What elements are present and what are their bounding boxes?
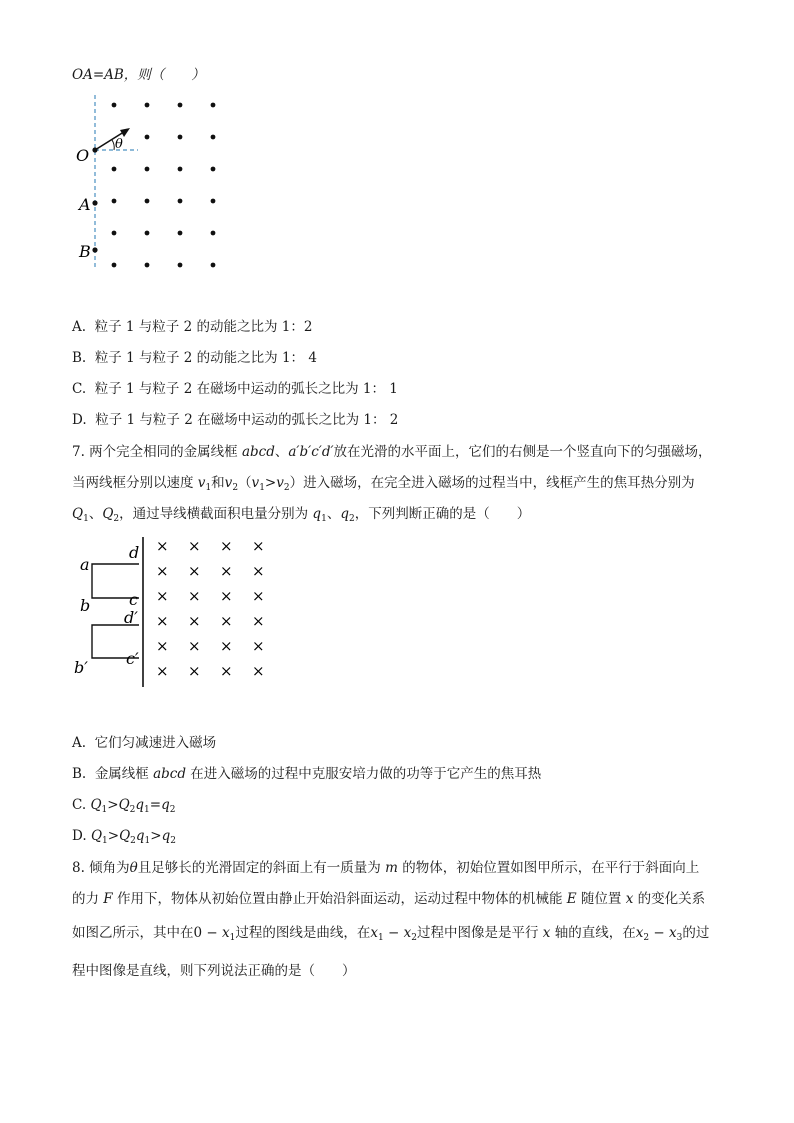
field-dot [112,167,117,172]
field-dot [178,103,183,108]
field-cross: × [252,587,265,605]
field-cross: × [252,562,265,580]
field-dot [178,167,183,172]
q7-label-c-prime: c′ [126,649,139,668]
q6-option-A: A. 粒子 1 与粒子 2 的动能之比为 1：2 [72,319,313,335]
field-cross: × [188,637,201,655]
field-dot [211,231,216,236]
field-dot [178,199,183,204]
field-cross: × [220,562,233,580]
q8-stem-line4: 程中图像是直线，则下列说法正确的是（ ） [72,963,356,979]
q7-field-crosses [156,537,265,680]
q6-label-A: A [79,195,91,214]
q6-arrowhead [120,128,130,137]
field-dot [145,199,150,204]
field-dot [178,263,183,268]
q6-option-B: B. 粒子 1 与粒子 2 的动能之比为 1： 4 [72,350,317,366]
field-cross: × [156,562,169,580]
field-cross: × [156,587,169,605]
field-cross: × [188,612,201,630]
field-dot [211,199,216,204]
field-cross: × [220,537,233,555]
field-cross: × [188,662,201,680]
q7-label-a: a [80,555,90,574]
q7-label-b: b [80,596,91,615]
q7-figure [72,535,282,695]
field-dot [211,135,216,140]
q8-stem-line3: 如图乙所示，其中在$0 - x_1$过程的图线是曲线，在$x_1 - x_2$过程中图像是是平行 x 轴的直线，在$x_2 - x_3$的过 [72,925,710,943]
field-cross: × [156,612,169,630]
field-dot [112,199,117,204]
q6-option-D: D. 粒子 1 与粒子 2 在磁场中运动的弧长之比为 1： 2 [72,412,399,428]
field-cross: × [220,587,233,605]
field-cross: × [156,637,169,655]
field-cross: × [252,537,265,555]
q6-stem-tail: OA=AB，则（ ） [72,67,205,83]
field-dot [145,103,150,108]
q7-option-D: D. $Q_1>Q_2q_1>q_2$ [72,828,176,846]
q6-field-dots [112,103,216,268]
q7-stem-line3: $Q_1$、$Q_2$，通过导线横截面积电量分别为 $q_1$、$q_2$，下列判断正确的是（ ） [72,506,531,524]
q6-point-A [92,200,97,205]
q8-stem-line1: 8. 倾角为θ且足够长的光滑固定的斜面上有一质量为 m 的物体，初始位置如图甲所示，在平行于斜面向上 [72,860,700,876]
q7-option-B: B. 金属线框 abcd 在进入磁场的过程中克服安培力做的功等于它产生的焦耳热 [72,766,542,782]
q6-point-O [92,147,97,152]
field-cross: × [188,587,201,605]
field-cross: × [188,537,201,555]
field-cross: × [252,662,265,680]
field-dot [112,103,117,108]
q7-label-d-prime: d′ [124,608,138,627]
field-dot [145,167,150,172]
q6-option-C: C. 粒子 1 与粒子 2 在磁场中运动的弧长之比为 1： 1 [72,381,398,397]
field-dot [112,263,117,268]
q6-label-B: B [79,242,91,261]
field-cross: × [188,562,201,580]
field-dot [145,135,150,140]
field-dot [112,231,117,236]
field-cross: × [220,662,233,680]
q7-option-C: C. $Q_1>Q_2q_1=q_2$ [72,797,176,815]
q7-option-A: A. 它们匀减速进入磁场 [72,735,217,751]
field-cross: × [252,637,265,655]
field-cross: × [156,537,169,555]
q7-stem-line1: 7. 两个完全相同的金属线框 abcd、a′b′c′d′放在光滑的水平面上，它们的右侧是一个竖直向下的匀强磁场， [72,444,712,460]
field-cross: × [220,637,233,655]
q7-label-b-prime: b′ [74,658,88,677]
q7-label-d: d [129,543,140,562]
q6-point-B [92,247,97,252]
field-dot [178,135,183,140]
field-dot [145,231,150,236]
field-dot [178,231,183,236]
q6-figure [72,95,232,275]
field-cross: × [220,612,233,630]
field-dot [145,263,150,268]
q6-angle-arc [112,140,114,150]
field-dot [211,167,216,172]
field-dot [211,263,216,268]
q7-label-c: c [129,590,138,609]
q6-label-O: O [76,146,90,165]
field-cross: × [252,612,265,630]
q7-stem-line2: 当两线框分别以速度 $v_1$和$v_2(v_1>v_2)$进入磁场，在完全进入磁场的过程当中，线框产生的焦耳热分别为 [72,475,695,493]
field-dot [211,103,216,108]
q6-label-theta: θ [115,137,123,152]
q8-stem-line2: 的力 F 作用下，物体从初始位置由静止开始沿斜面运动，运动过程中物体的机械能 E 随位置 x 的变化关系 [72,891,706,907]
field-cross: × [156,662,169,680]
